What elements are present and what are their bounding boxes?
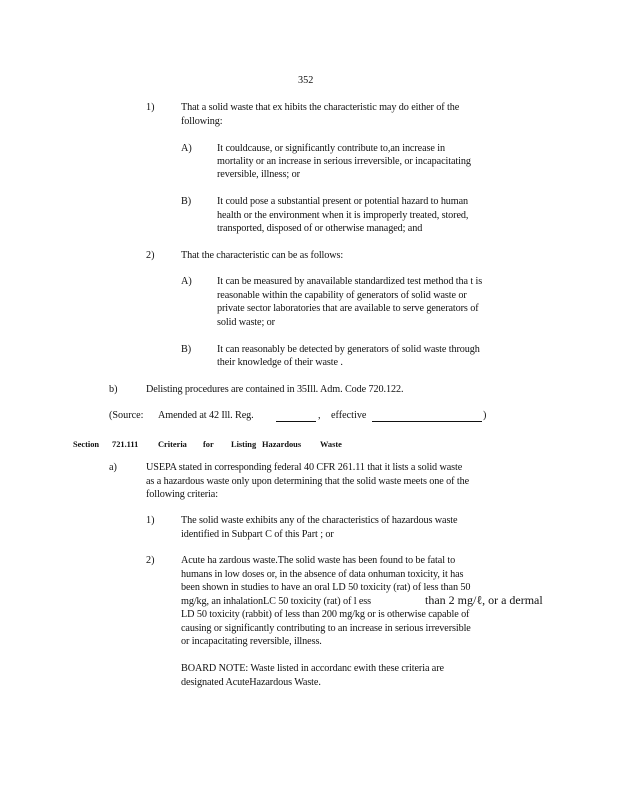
source-effective: effective [331,410,367,421]
item-a2-line-5: LD 50 toxicity (rabbit) of less than 200 mg/kg or is otherwise capable of [181,609,470,620]
item-2A-line-4: solid waste; or [217,317,275,328]
source-label: (Source: [109,410,144,421]
section-number: 721.111 [112,440,139,449]
item-a2-line-4: mg/kg, an inhalationLC 50 toxicity (rat) of l ess [181,596,372,607]
item-a-marker: a) [109,462,117,473]
item-1B-line-3: transported, disposed of or otherwise managed; and [217,223,423,234]
item-2A-line-1: It can be measured by anavailable standardized test method tha t is [217,276,483,287]
section-label: Section [73,440,100,449]
register-blank-line [276,421,316,422]
item-2A-line-2: reasonable within the capability of generators of solid waste or [217,290,467,301]
item-1A-line-3: reversible, illness; or [217,169,300,180]
source-comma: , [318,410,321,421]
item-a2-line-1: Acute ha zardous waste.The solid waste has been found to be fatal to [181,555,456,566]
item-b-marker: b) [109,384,118,395]
item-a-line-3: following criteria: [146,489,218,500]
item-2B-line-2: their knowledge of their waste . [217,357,343,368]
board-note-line-1: BOARD NOTE: Waste listed in accordanc ewith these criteria are [181,663,444,674]
section-title-word-2: for [203,440,214,449]
item-1-line-1: That a solid waste that ex hibits the characteristic may do either of the [181,102,460,113]
section-title-word-5: Waste [320,440,342,449]
item-1-line-2: following: [181,116,223,127]
item-a2-line-6: causing or significantly contributing to an increase in serious irreversible [181,623,471,634]
item-b-text: Delisting procedures are contained in 35Ill. Adm. Code 720.122. [146,384,404,395]
source-amended: Amended at 42 Ill. Reg. [158,410,254,421]
item-a-line-2: as a hazardous waste only upon determining that the solid waste meets one of the [146,476,470,487]
section-title-word-3: Listing [231,440,257,449]
item-2A-line-3: private sector laboratories that are available to serve generators of [217,303,479,314]
item-a1-marker: 1) [146,515,155,526]
item-2B-line-1: It can reasonably be detected by generators of solid waste through [217,344,480,355]
item-1A-line-1: It couldcause, or significantly contribute to,an increase in [217,143,445,154]
item-a-line-1: USEPA stated in corresponding federal 40 CFR 261.11 that it lists a solid waste [146,462,463,473]
item-2-line-1: That the characteristic can be as follows: [181,250,344,261]
item-1B-line-1: It could pose a substantial present or potential hazard to human [217,196,469,207]
item-a2-marker: 2) [146,555,155,566]
item-1A-marker: A) [181,143,192,154]
item-a1-line-1: The solid waste exhibits any of the characteristics of hazardous waste [181,515,458,526]
section-title-word-4: Hazardous [262,440,302,449]
item-1B-marker: B) [181,196,192,207]
item-2-marker: 2) [146,250,155,261]
item-1-marker: 1) [146,102,155,113]
item-2B-marker: B) [181,344,192,355]
item-a2-line-3: been shown in studies to have an oral LD 50 toxicity (rat) of less than 50 [181,582,471,593]
effective-date-blank-line [372,421,482,422]
section-title-word-1: Criteria [158,440,187,449]
page-number: 352 [298,75,314,86]
board-note-line-2: designated AcuteHazardous Waste. [181,677,321,688]
item-a2-line-4-tail: than 2 mg/ℓ, or a dermal [425,593,543,607]
item-a2-line-2: humans in low doses or, in the absence of data onhuman toxicity, it has [181,569,464,580]
item-2A-marker: A) [181,276,192,287]
item-1B-line-2: health or the environment when it is improperly treated, stored, [217,210,469,221]
source-close: ) [483,410,487,421]
item-a2-line-7: or incapacitating reversible, illness. [181,636,322,647]
item-a1-line-2: identified in Subpart C of this Part ; or [181,529,334,540]
item-1A-line-2: mortality or an increase in serious irreversible, or incapacitating [217,156,471,167]
